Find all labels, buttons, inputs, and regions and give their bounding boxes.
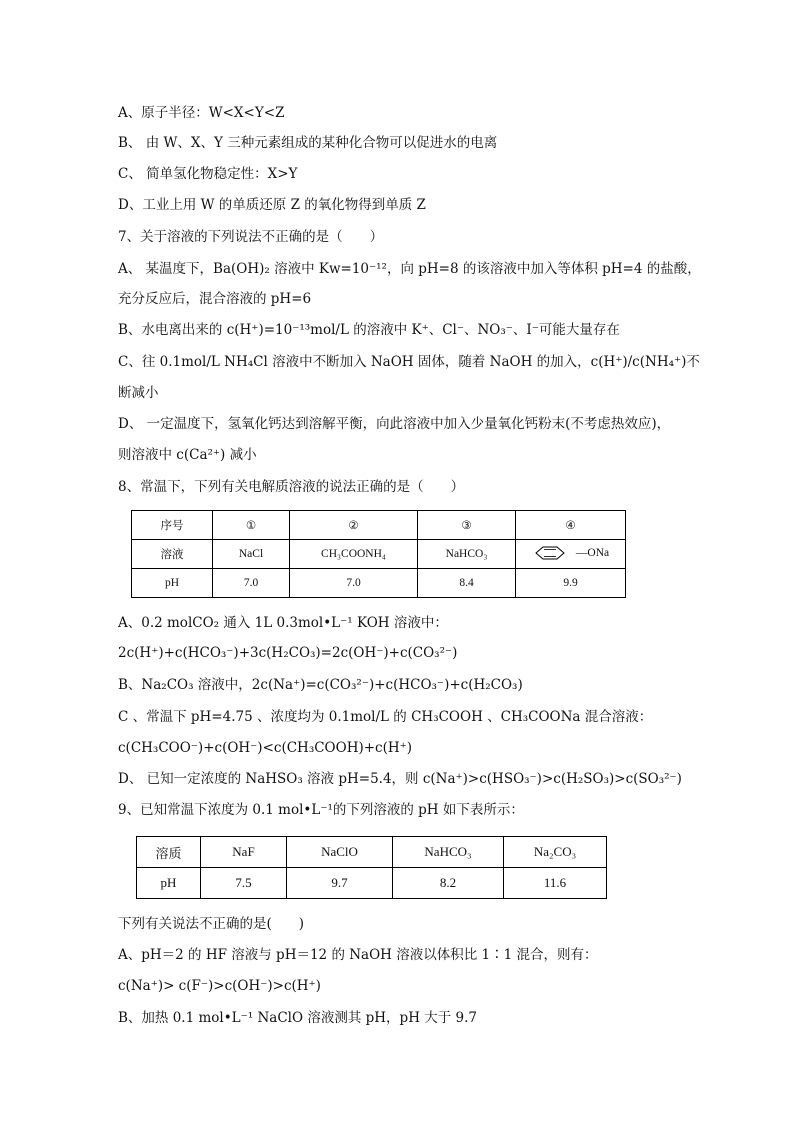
- table-cell: ③: [418, 511, 516, 540]
- line-a1: A、原子半径：W<X<Y<Z: [118, 105, 285, 121]
- line-d1: D、工业上用 W 的单质还原 Z 的氧化物得到单质 Z: [118, 197, 426, 213]
- q9-statement: 下列有关说法不正确的是( ): [118, 916, 305, 932]
- q7-option-a-line1: A、 某温度下，Ba(OH)₂ 溶液中 Kw=10⁻¹²，向 pH=8 的该溶液中加入等体积 pH=4 的盐酸，: [118, 261, 701, 277]
- question-9: 9、已知常温下浓度为 0.1 mol•L⁻¹的下列溶液的 pH 如下表所示：: [118, 802, 524, 818]
- q7-option-a-line2: 充分反应后，混合溶液的 pH=6: [118, 291, 312, 307]
- table-row: [132, 511, 626, 540]
- q8-option-a-line1: A、0.2 molCO₂ 通入 1L 0.3mol•L⁻¹ KOH 溶液中：: [118, 615, 448, 631]
- table-cell: 9.9: [516, 569, 626, 598]
- line-c1: C、 简单氢化物稳定性：X>Y: [118, 166, 298, 182]
- question-7: 7、关于溶液的下列说法不正确的是（ ）: [118, 229, 384, 245]
- table-cell: CH₃COONH₄: [290, 540, 418, 569]
- table-cell: [516, 540, 626, 569]
- question-8: 8、常温下，下列有关电解质溶液的说法正确的是（ ）: [118, 479, 465, 495]
- q9-option-a-line1: A、pH＝2 的 HF 溶液与 pH＝12 的 NaOH 溶液以体积比 1∶1 混合，则有：: [118, 947, 598, 963]
- q7-option-b: B、水电离出来的 c(H⁺)=10⁻¹³mol/L 的溶液中 K⁺、Cl⁻、NO₃⁻、I⁻可能大量存在: [118, 322, 620, 338]
- q8-option-d: D、 已知一定浓度的 NaHSO₃ 溶液 pH=5.4，则 c(Na⁺)>c(HSO₃⁻)>c(H₂SO₃)>c(SO₃²⁻): [118, 771, 682, 787]
- phenoxide-label: —ONa: [575, 546, 610, 559]
- table-cell: 溶液: [132, 540, 213, 569]
- table-cell: ④: [516, 511, 626, 540]
- table-cell: NaHCO₃: [418, 540, 516, 569]
- q9-option-b: B、加热 0.1 mol•L⁻¹ NaClO 溶液测其 pH，pH 大于 9.7: [118, 1010, 478, 1026]
- table-cell: ②: [290, 511, 418, 540]
- q8-option-c-line1: C 、常温下 pH=4.75 、浓度均为 0.1mol/L 的 CH₃COOH 、CH₃COONa 混合溶液：: [118, 709, 653, 725]
- q8-option-a-line2: 2c(H⁺)+c(HCO₃⁻)+3c(H₂CO₃)=2c(OH⁻)+c(CO₃²⁻): [118, 645, 458, 661]
- table-cell: 7.0: [290, 569, 418, 598]
- q8-option-b: B、Na₂CO₃ 溶液中，2c(Na⁺)=c(CO₃²⁻)+c(HCO₃⁻)+c(H₂CO₃): [118, 677, 523, 693]
- table-cell: NaHCO₃: [393, 837, 504, 868]
- table-cell: pH: [132, 569, 213, 598]
- table-cell: NaCl: [213, 540, 290, 569]
- q7-option-d-line2: 则溶液中 c(Ca²⁺) 减小: [118, 447, 257, 463]
- benzene-ring-icon: [532, 545, 572, 561]
- table-row: [137, 868, 607, 899]
- table-cell: 8.4: [418, 569, 516, 598]
- table-cell: 8.2: [393, 868, 504, 899]
- table-cell: 溶质: [137, 837, 201, 868]
- table-cell: NaF: [201, 837, 287, 868]
- table-row: [132, 540, 626, 569]
- q7-option-c-line2: 断减小: [118, 385, 159, 401]
- line-b1: B、 由 W、X、Y 三种元素组成的某种化合物可以促进水的电离: [118, 135, 498, 151]
- table-ph-2: [136, 836, 607, 899]
- table-cell: Na₂CO₃: [504, 837, 607, 868]
- table-cell: 7.5: [201, 868, 287, 899]
- q8-option-c-line2: c(CH₃COO⁻)+c(OH⁻)<c(CH₃COOH)+c(H⁺): [118, 740, 413, 756]
- q7-option-c-line1: C、往 0.1mol/L NH₄Cl 溶液中不断加入 NaOH 固体，随着 NaOH 的加入，c(H⁺)/c(NH₄⁺)不: [118, 354, 700, 370]
- table-cell: 序号: [132, 511, 213, 540]
- table-ph-1: [131, 510, 626, 598]
- table-row: [132, 569, 626, 598]
- table-cell: ①: [213, 511, 290, 540]
- table-cell: 9.7: [287, 868, 393, 899]
- table-cell: 11.6: [504, 868, 607, 899]
- table-row: [137, 837, 607, 868]
- table-cell: 7.0: [213, 569, 290, 598]
- q9-option-a-line2: c(Na⁺)> c(F⁻)>c(OH⁻)>c(H⁺): [118, 978, 321, 994]
- table-cell: NaClO: [287, 837, 393, 868]
- q7-option-d-line1: D、 一定温度下，氢氧化钙达到溶解平衡，向此溶液中加入少量氧化钙粉末(不考虑热效应)，: [118, 416, 671, 432]
- table-cell: pH: [137, 868, 201, 899]
